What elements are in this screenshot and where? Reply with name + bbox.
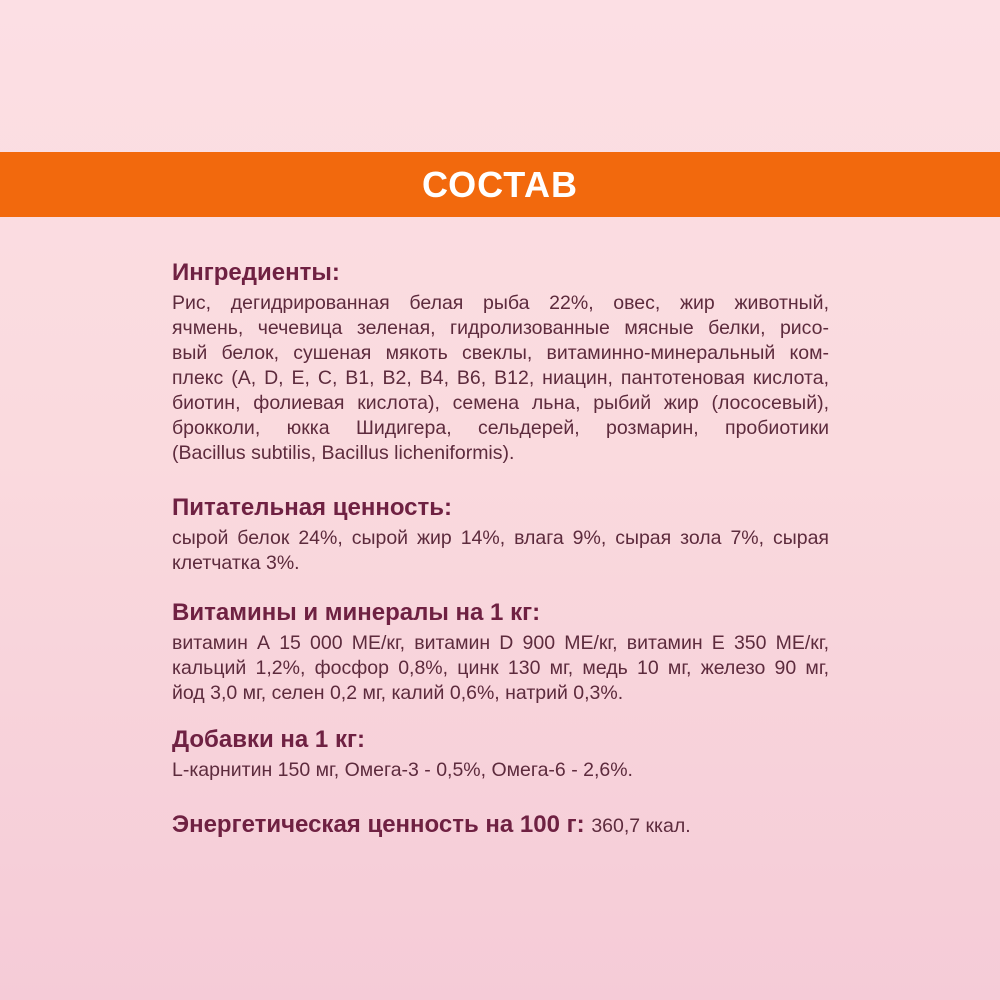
vitamins-text-line: витамин А 15 000 МЕ/кг, витамин D 900 МЕ/кг, витамин Е 350 МЕ/кг, xyxy=(172,632,829,654)
nutrition-text-line: сырой белок 24%, сырой жир 14%, влага 9%, сырая зола 7%, сырая xyxy=(172,527,829,549)
ingredients-text-line: вый белок, сушеная мякоть свеклы, витаминно-минеральный ком- xyxy=(172,342,829,364)
ingredients-text-line: биотин, фолиевая кислота), семена льна, рыбий жир (лососевый), xyxy=(172,392,829,414)
vitamins-heading: Витамины и минералы на 1 кг: xyxy=(172,599,541,626)
ingredients-text-line: ячмень, чечевица зеленая, гидролизованные мясные белки, рисо- xyxy=(172,317,829,339)
ingredients-text-line: Рис, дегидрированная белая рыба 22%, овес, жир животный, xyxy=(172,292,829,314)
vitamins-text-line: йод 3,0 мг, селен 0,2 мг, калий 0,6%, натрий 0,3%. xyxy=(172,682,624,704)
composition-banner xyxy=(0,152,1000,217)
banner-title: СОСТАВ xyxy=(422,163,578,205)
vitamins-text-line: кальций 1,2%, фосфор 0,8%, цинк 130 мг, медь 10 мг, железо 90 мг, xyxy=(172,657,829,679)
content-area xyxy=(172,258,829,841)
nutrition-text-line: клетчатка 3%. xyxy=(172,552,300,574)
additives-text-line: L-карнитин 150 мг, Омега-3 - 0,5%, Омега-6 - 2,6%. xyxy=(172,759,633,781)
energy-heading: Энергетическая ценность на 100 г: xyxy=(172,811,585,838)
ingredients-text-line: плекс (A, D, E, C, B1, B2, B4, B6, B12, ниацин, пантотеновая кислота, xyxy=(172,367,829,389)
ingredients-heading: Ингредиенты: xyxy=(172,259,340,286)
section-energy xyxy=(172,810,829,841)
ingredients-text-line: (Bacillus subtilis, Bacillus licheniformis). xyxy=(172,442,515,464)
section-ingredients xyxy=(172,258,829,466)
section-additives xyxy=(172,725,829,783)
energy-value: 360,7 ккал. xyxy=(591,815,691,837)
additives-heading: Добавки на 1 кг: xyxy=(172,726,365,753)
section-nutrition xyxy=(172,493,829,576)
ingredients-text-line: брокколи, юкка Шидигера, сельдерей, розмарин, пробиотики xyxy=(172,417,829,439)
section-vitamins xyxy=(172,598,829,706)
nutrition-heading: Питательная ценность: xyxy=(172,494,453,521)
